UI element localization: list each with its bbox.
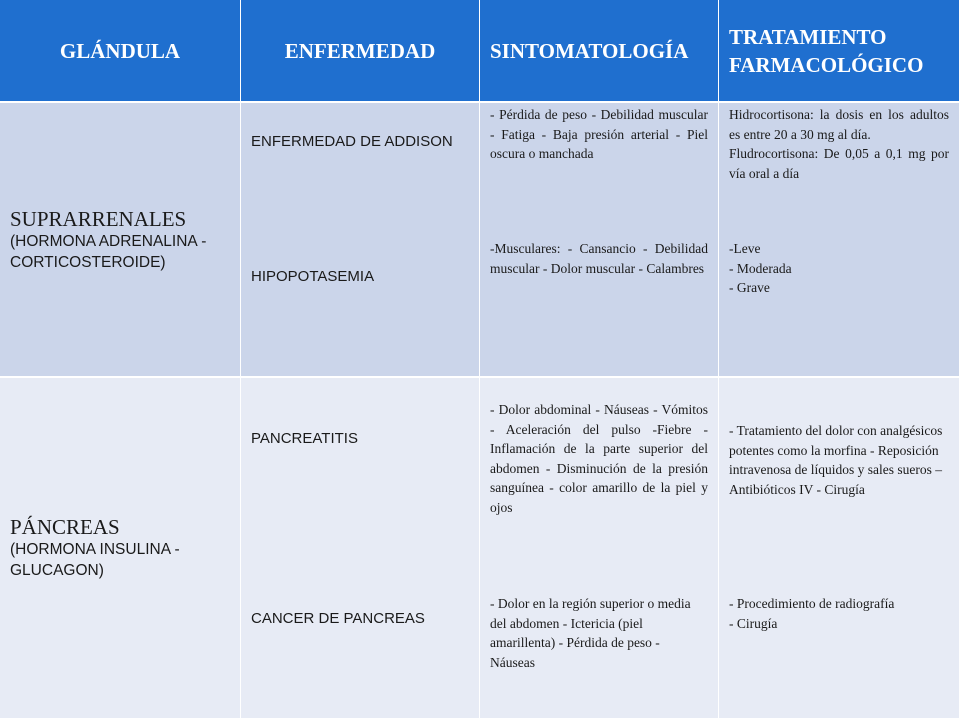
treatment-cell	[719, 103, 960, 378]
gland-hormone: (HORMONA ADRENALINA - CORTICOSTEROIDE)	[10, 232, 207, 271]
symptoms-text: - Pérdida de peso - Debilidad muscular - Fatiga - Baja presión arterial - Piel oscura o manchada	[490, 107, 708, 161]
disease-name: PANCREATITIS	[251, 430, 358, 447]
treatment-block	[729, 594, 949, 633]
treatment-block	[729, 105, 949, 183]
treatment-line: - Moderada	[729, 260, 792, 276]
treatment-line: - Grave	[729, 280, 770, 295]
treatment-line: -Leve	[729, 241, 761, 256]
treatment-block	[729, 239, 949, 298]
disease-cell	[241, 103, 480, 378]
treatment-line: Hidrocortisona: la dosis en los adultos es entre 20 a 30 mg al día.	[729, 107, 949, 142]
symptoms-text: -Musculares: - Cansancio - Debilidad muscular - Dolor muscular - Calambres	[490, 241, 708, 276]
treatment-line: - Procedimiento de radiografía	[729, 596, 895, 611]
gland-hormone: (HORMONA INSULINA - GLUCAGON)	[10, 541, 180, 579]
symptoms-cell	[480, 378, 719, 720]
disease-name: ENFERMEDAD DE ADDISON	[251, 133, 453, 150]
symptoms-cell	[480, 103, 719, 378]
gland-cell-pancreas	[0, 378, 241, 720]
treatment-line: - Cirugía	[729, 615, 778, 631]
header-gland: GLÁNDULA	[0, 0, 241, 103]
symptoms-text: - Dolor en la región superior o media del abdomen - Ictericia (piel amarillenta) - Pérdida de peso - Náuseas	[490, 596, 691, 670]
symptoms-text: - Dolor abdominal - Náuseas - Vómitos - Aceleración del pulso -Fiebre - Inflamación de la parte superior del abdomen - Disminución de la presión sanguínea - color amarillo de la piel y ojos	[490, 402, 708, 515]
disease-name: CANCER DE PANCREAS	[251, 610, 425, 627]
header-treatment: TRATAMIENTO FARMACOLÓGICO	[719, 0, 960, 103]
header-symptoms: SINTOMATOLOGÍA	[480, 0, 719, 103]
gland-name: SUPRARRENALES	[10, 206, 187, 231]
treatment-cell	[719, 378, 960, 720]
treatment-line: Fludrocortisona: De 0,05 a 0,1 mg por vía oral a día	[729, 146, 949, 181]
disease-cell	[241, 378, 480, 720]
gland-name: PÁNCREAS	[10, 515, 120, 539]
disease-name: HIPOPOTASEMIA	[251, 268, 375, 285]
gland-cell-suprarrenales	[0, 103, 241, 378]
header-disease: ENFERMEDAD	[241, 0, 480, 103]
treatment-line: - Tratamiento del dolor con analgésicos potentes como la morfina - Reposición intravenosa de líquidos y sales sueros – Antibióticos IV - Cirugía	[729, 423, 943, 497]
